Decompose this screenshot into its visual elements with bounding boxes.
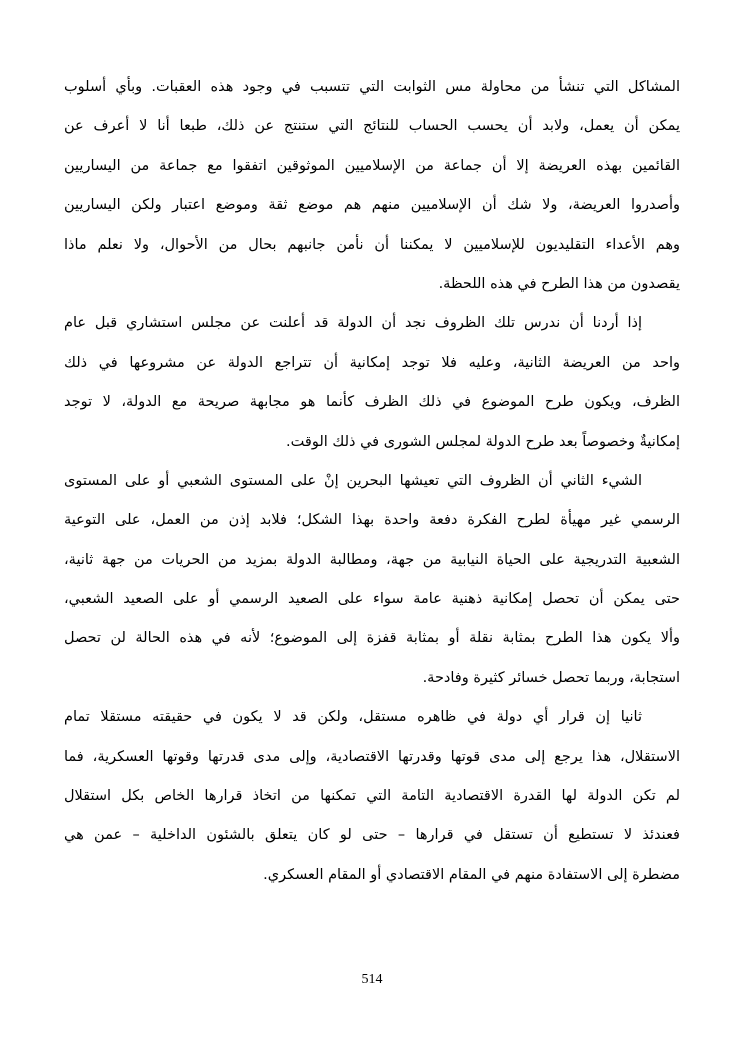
text-line: حتى يمكن أن تحصل إمكانية ذهنية عامة سواء على الصعيد الرسمي أو على الصعيد الشعبي، [64,591,680,608]
text-line: إمكانيةٌ وخصوصاً بعد طرح الدولة لمجلس الشورى في ذلك الوقت. [286,433,680,450]
text-line: الرسمي غير مهيأة لطرح الفكرة دفعة واحدة بهذا الشكل؛ فلابد إذن من العمل، على التوعية [64,512,680,529]
text-line: وأصدروا العريضة، ولا شك أن الإسلاميين منهم هم موضع ثقة وموضع اعتبار ولكن اليساريين [64,197,680,214]
paragraph [64,68,680,304]
text-line: الشعبية التدريجية على الحياة النيابية من جهة، ومطالبة الدولة بمزيد من الحريات من جهة ثانية، [64,551,680,568]
text-line: الشيء الثاني أن الظروف التي تعيشها البحرين إنْ على المستوى الشعبي أو على المستوى [64,472,642,489]
text-line: الاستقلال، هذا يرجع إلى مدى قوتها وقدرتها الاقتصادية، وإلى مدى قدرتها وقوتها العسكرية، فما [64,748,680,765]
text-line: ثانيا إن قرار أي دولة في ظاهره مستقل، ولكن قد لا يكون في حقيقته مستقلا تمام [64,709,642,726]
paragraph [64,304,680,462]
text-line: يقصدون من هذا الطرح في هذه اللحظة. [438,275,680,292]
text-line: استجابة، وربما تحصل خسائر كثيرة وفادحة. [422,669,680,686]
text-line: وهم الأعداء التقليديون للإسلاميين لا يمكننا أن نأمن جانبهم بحال من الأحوال، ولا نعلم ماذا [64,236,680,253]
text-line: إذا أردنا أن ندرس تلك الظروف نجد أن الدولة قد أعلنت عن مجلس استشاري قبل عام [64,315,642,332]
text-line: لم تكن الدولة لها القدرة الاقتصادية التامة التي تمكنها من اتخاذ قرارها الخاص بكل استقلال [64,788,680,805]
paragraph [64,698,680,895]
text-line: القائمين بهذه العريضة إلا أن جماعة من الإسلاميين الموثوقين اتفقوا مع جماعة من اليساريين [64,157,680,174]
text-line: وألا يكون هذا الطرح بمثابة نقلة أو بمثابة قفزة إلى الموضوع؛ لأنه في هذه الحالة لن تحصل [64,630,680,647]
text-line: الظرف، ويكون طرح الموضوع في ذلك الظرف كأنما هو مجابهة صريحة مع الدولة، لا توجد [64,394,680,411]
text-line: فعندئذ لا تستطيع أن تستقل في قرارها – حتى لو كان يتعلق بالشئون الداخلية – عمن هي [64,827,680,844]
paragraph [64,462,680,698]
document-body [64,68,680,895]
text-line: يمكن أن يعمل، ولابد أن يحسب الحساب للنتائج التي ستنتج عن ذلك، طبعا أنا لا أعرف عن [64,118,680,135]
text-line: المشاكل التي تنشأ من محاولة مس الثوابت التي تتسبب في وجود هذه العقبات. وبأي أسلوب [64,79,680,95]
page-number: 514 [361,972,383,987]
text-line: مضطرة إلى الاستفادة منهم في المقام الاقتصادي أو المقام العسكري. [263,866,680,883]
text-line: واحد من العريضة الثانية، وعليه فلا توجد إمكانية أن تتراجع الدولة عن مشروعها في ذلك [64,354,680,371]
